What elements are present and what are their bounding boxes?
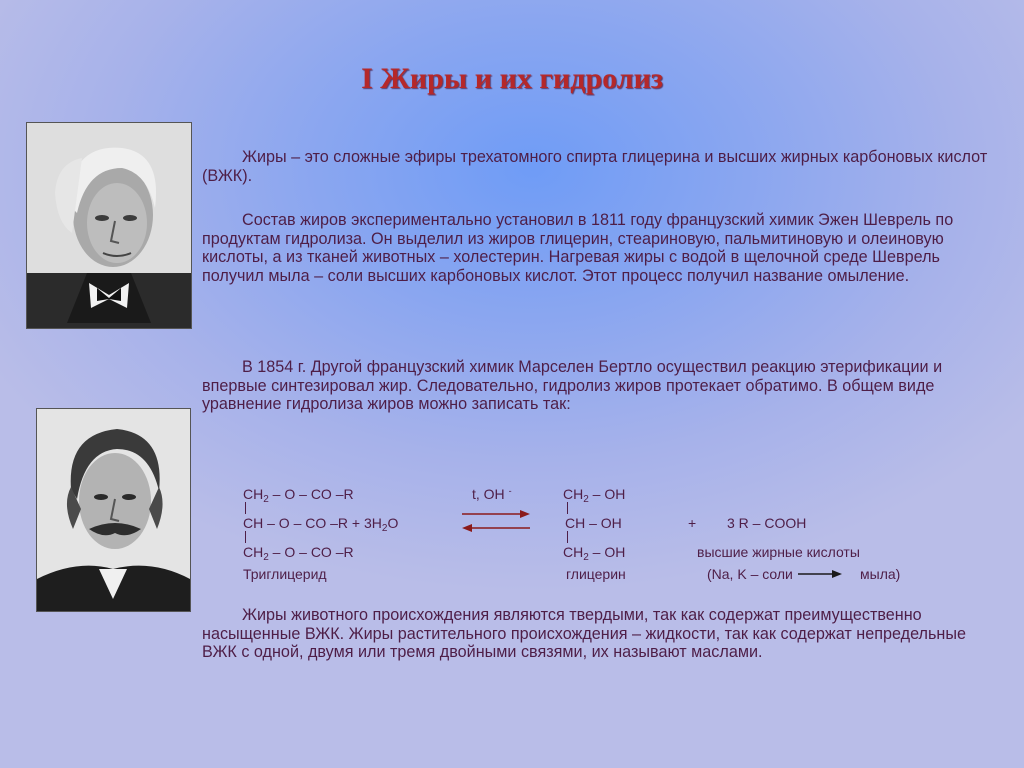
bond-line: [567, 502, 568, 514]
paragraph-definition-text: Жиры – это сложные эфиры трехатомного спирта глицерина и высших жирных карбоновых кислот (ВЖК).: [202, 148, 988, 185]
paragraph-definition: [202, 148, 992, 185]
salt-label: (Na, K – соли: [707, 566, 793, 582]
triglyceride-label: Триглицерид: [243, 566, 327, 582]
slide-title: I Жиры и их гидролиз: [361, 62, 663, 95]
fatty-acid-label: высшие жирные кислоты: [697, 544, 860, 560]
soap-label: мыла): [860, 566, 901, 582]
reaction-condition: t, OH -: [472, 486, 512, 502]
paragraph-fat-types-text: Жиры животного происхождения являются твердыми, так как содержат преимущественно насыщенные ВЖК. Жиры растительного происхождения – жидкости, так как содержат непредельные ВЖК с одной, двумя или тремя двойными связями, их называют маслами.: [202, 606, 966, 661]
equilibrium-arrows-icon: [460, 506, 532, 536]
bond-line: [245, 531, 246, 543]
glycerol-row-2: CH – OH: [565, 515, 622, 531]
glycerol-label: глицерин: [566, 566, 626, 582]
portrait-berthelot: [36, 408, 191, 612]
portrait-berthelot-image: [37, 409, 190, 611]
glycerol-row-3: $CH_2$ – OH: [563, 544, 626, 563]
paragraph-berthelot-text: В 1854 г. Другой французский химик Марселен Бертло осуществил реакцию этерификации и впервые синтезировал жир. Следовательно, гидролиз жиров протекает обратимо. В общем виде уравнение гидролиза жиров можно записать так:: [202, 358, 943, 413]
paragraph-fat-types: [202, 606, 992, 662]
triglyceride-row-1: $CH_2$ – O – CO –R: [243, 486, 354, 505]
bond-line: [245, 502, 246, 514]
triglyceride-row-3: $CH_2$ – O – CO –R: [243, 544, 354, 563]
glycerol-row-1: $CH_2$ – OH: [563, 486, 626, 505]
paragraph-chevreul-text: Состав жиров экспериментально установил в 1811 году французский химик Эжен Шеврель по продуктам гидролиза. Он выделил из жиров глицерин, стеариновую, пальмитиновую и олеиновую кислоты, а из тканей животных – холестерин. Нагревая жиры с водой в щелочной среде Шеврель получил мыла – соли высших карбоновых кислот. Этот процесс получил название омыление.: [202, 211, 954, 285]
portrait-chevreul: [26, 122, 192, 329]
arrow-right-icon: [796, 568, 844, 580]
fatty-acid-formula: 3 R – COOH: [727, 515, 807, 531]
portrait-chevreul-image: [27, 123, 191, 328]
plus-sign: +: [688, 515, 697, 531]
bond-line: [567, 531, 568, 543]
paragraph-berthelot: [202, 358, 992, 414]
paragraph-chevreul: [202, 211, 992, 285]
triglyceride-row-2: CH – O – CO $-R + 3H_2O$: [243, 515, 399, 534]
